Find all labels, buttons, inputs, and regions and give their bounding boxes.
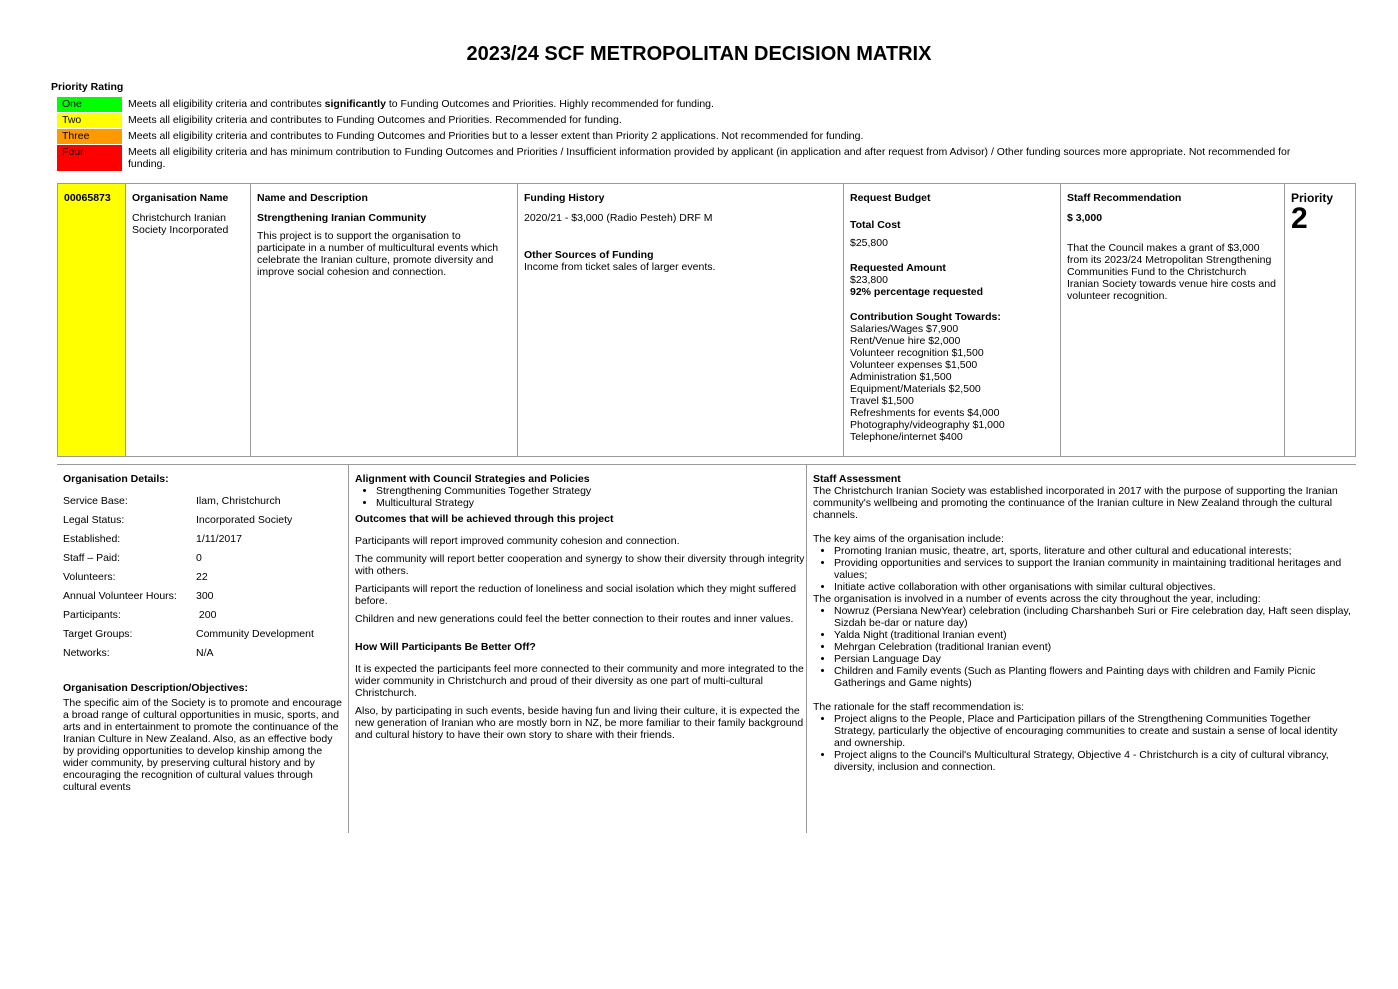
requested-amount-label: Requested Amount <box>850 262 946 274</box>
detail-row: Established: 1/11/2017 <box>63 533 242 545</box>
other-sources-value: Income from ticket sales of larger events. <box>524 261 716 273</box>
requested-amount-value: $23,800 <box>850 274 888 286</box>
detail-row: Service Base: Ilam, Christchurch <box>63 495 281 507</box>
org-name-heading: Organisation Name <box>132 192 229 204</box>
staff-assessment <box>806 465 1353 833</box>
contribution-item: Volunteer expenses $1,500 <box>850 359 978 371</box>
outcome-item: Participants will report the reduction of loneliness and social isolation which they might suffered before. <box>355 583 797 607</box>
staff-recommendation-cell <box>1061 184 1285 457</box>
contribution-item: Volunteer recognition $1,500 <box>850 347 984 359</box>
outcome-item: The community will report better cooperation and synergy to show their diversity through integrity with others. <box>355 553 805 577</box>
contribution-item: Refreshments for events $4,000 <box>850 407 1000 419</box>
alignment-outcomes <box>348 465 805 833</box>
rationale-intro: The rationale for the staff recommendation is: <box>813 701 1025 713</box>
contribution-item: Telephone/internet $400 <box>850 431 963 443</box>
percentage-requested: 92% percentage requested <box>850 286 984 298</box>
priority-heading: Priority <box>1291 191 1334 205</box>
project-name: Strengthening Iranian Community <box>257 212 427 224</box>
org-description-heading: Organisation Description/Objectives: <box>63 682 248 694</box>
funding-history-value: 2020/21 - $3,000 (Radio Pesteh) DRF M <box>524 212 713 224</box>
staff-assessment-heading: Staff Assessment <box>813 473 901 485</box>
list-item: • Nowruz (Persiana NewYear) celebration (including Charshanbeh Suri or Fire celebration day, Haft seen display, Sizdah be-dar or nature day) <box>834 605 1353 629</box>
request-budget-heading: Request Budget <box>850 192 931 204</box>
details-section <box>57 464 1356 825</box>
priority-level-one <box>57 97 1317 113</box>
total-cost-value: $25,800 <box>850 237 888 249</box>
better-off-item: It is expected the participants feel more connected to their community and more integrated to the wider community in Christchurch and proud of their diversity as one part of multi-cultural Christchurch. <box>355 663 804 699</box>
assessment-intro: The Christchurch Iranian Society was established incorporated in 2017 with the purpose of supporting the Iranian community's wellbeing and promoting the continuance of the Iranian culture in New Zealand through the cultural channels. <box>813 485 1338 521</box>
total-cost-label: Total Cost <box>850 219 901 231</box>
outcomes-heading: Outcomes that will be achieved through this project <box>355 513 614 525</box>
list-item: • Initiate active collaboration with other organisations with similar cultural objectives. <box>834 581 1353 593</box>
priority-cell <box>1285 184 1356 457</box>
project-description: This project is to support the organisation to participate in a number of multicultural events which celebrate the Iranian culture, promote diversity and improve social cohesion and connection. <box>257 230 499 278</box>
staff-rec-text: That the Council makes a grant of $3,000 from its 2023/24 Metropolitan Strengthening Communities Fund to the Christchurch Iranian Society towards venue hire costs and volunteer recognition. <box>1067 242 1276 302</box>
project-cell <box>251 184 518 457</box>
list-item: • Promoting Iranian music, theatre, art, sports, literature and other cultural and educational interests; <box>834 545 1353 557</box>
priority-level-four <box>57 145 1317 172</box>
list-item: • Strengthening Communities Together Strategy <box>376 485 805 497</box>
detail-row: Staff – Paid: 0 <box>63 552 202 564</box>
alignment-heading: Alignment with Council Strategies and Policies <box>355 473 590 485</box>
staff-rec-amount: $ 3,000 <box>1067 212 1103 224</box>
list-item: • Mehrgan Celebration (traditional Iranian event) <box>834 641 1353 653</box>
other-sources-heading: Other Sources of Funding <box>524 249 654 261</box>
better-off-item: Also, by participating in such events, beside having fun and living their culture, it is expected the new generation of Iranian who are mostly born in NZ, be more familiar to their family background and cultural history to have their own story to share with their friends. <box>355 705 804 741</box>
org-details-heading: Organisation Details: <box>63 473 169 485</box>
priority-swatch-two: Two <box>57 113 122 129</box>
contribution-item: Administration $1,500 <box>850 371 952 383</box>
organisation-cell <box>126 184 251 457</box>
contribution-item: Rent/Venue hire $2,000 <box>850 335 961 347</box>
aims-list <box>813 545 1353 593</box>
detail-row: Participants: 200 <box>63 609 217 621</box>
priority-desc-one: Meets all eligibility criteria and contributes significantly to Funding Outcomes and Priorities. Highly recommended for funding. <box>128 98 714 110</box>
list-item: • Project aligns to the Council's Multicultural Strategy, Objective 4 - Christchurch is a city of cultural vibrancy, diversity, inclusion and connection. <box>834 749 1353 773</box>
staff-rec-heading: Staff Recommendation <box>1067 192 1182 204</box>
list-item: • Yalda Night (traditional Iranian event) <box>834 629 1353 641</box>
application-summary-table <box>57 183 1356 457</box>
events-intro: The organisation is involved in a number of events across the city throughout the year, including: <box>813 593 1261 605</box>
funding-history-heading: Funding History <box>524 192 605 204</box>
project-heading: Name and Description <box>257 192 368 204</box>
org-name: Christchurch Iranian Society Incorporated <box>132 212 229 236</box>
organisation-details <box>57 465 346 833</box>
priority-rating-heading: Priority Rating <box>51 81 124 93</box>
priority-rating-legend <box>57 97 1317 172</box>
detail-row: Target Groups: Community Development <box>63 628 314 640</box>
events-list <box>813 605 1353 689</box>
aims-intro: The key aims of the organisation include: <box>813 533 1004 545</box>
contribution-item: Travel $1,500 <box>850 395 914 407</box>
detail-row: Networks: N/A <box>63 647 214 659</box>
contribution-item: Salaries/Wages $7,900 <box>850 323 959 335</box>
priority-level-two <box>57 113 1317 129</box>
outcome-item: Children and new generations could feel the better connection to their routes and inner values. <box>355 613 794 625</box>
contribution-item: Equipment/Materials $2,500 <box>850 383 981 395</box>
page-title: 2023/24 SCF METROPOLITAN DECISION MATRIX <box>466 43 932 65</box>
priority-level-three <box>57 129 1317 145</box>
better-off-heading: How Will Participants Be Better Off? <box>355 641 536 653</box>
priority-desc-four: Meets all eligibility criteria and has minimum contribution to Funding Outcomes and Priorities / Insufficient information provided by applicant (in application and after request from Advisor) / Other funding sources more appropriate. Not recommended for funding. <box>128 145 1291 170</box>
org-description: The specific aim of the Society is to promote and encourage a broad range of cultural opportunities in music, sports, and arts and in entertainment to promote the continuance of the Iranian Culture in New Zealand. Also, as an effective body by providing opportunities to develop kinship among the wider community, by preserving cultural history and by encouraging the recognition of cultural values through cultural events <box>63 697 342 793</box>
rationale-list <box>813 713 1353 773</box>
contribution-item: Photography/videography $1,000 <box>850 419 1005 431</box>
priority-desc-three: Meets all eligibility criteria and contributes to Funding Outcomes and Priorities but to a lesser extent than Priority 2 applications. Not recommended for funding. <box>128 129 864 142</box>
detail-row: Annual Volunteer Hours: 300 <box>63 590 214 602</box>
priority-swatch-one: One <box>57 97 122 113</box>
alignment-list <box>355 485 805 509</box>
funding-history-cell <box>518 184 844 457</box>
contribution-heading: Contribution Sought Towards: <box>850 311 1001 323</box>
list-item: • Providing opportunities and services to support the Iranian community in maintaining traditional heritages and values; <box>834 557 1353 581</box>
outcome-item: Participants will report improved community cohesion and connection. <box>355 535 680 547</box>
application-id: 00065873 <box>58 184 126 457</box>
list-item: • Multicultural Strategy <box>376 497 805 509</box>
priority-swatch-three: Three <box>57 129 122 145</box>
list-item: • Children and Family events (Such as Planting flowers and Painting days with children and Family Picnic Gatherings and Game nights) <box>834 665 1353 689</box>
detail-row: Volunteers: 22 <box>63 571 208 583</box>
request-budget-cell <box>844 184 1061 457</box>
priority-desc-two: Meets all eligibility criteria and contributes to Funding Outcomes and Priorities. Recommended for funding. <box>128 113 622 126</box>
list-item: • Project aligns to the People, Place and Participation pillars of the Strengthening Communities Together Strategy, particularly the objective of encouraging communities to create and sustain a sense of local identity and ownership. <box>834 713 1353 749</box>
detail-row: Legal Status: Incorporated Society <box>63 514 293 526</box>
priority-value: 2 <box>1291 202 1308 235</box>
list-item: • Persian Language Day <box>834 653 1353 665</box>
priority-swatch-four: Four <box>57 145 122 172</box>
